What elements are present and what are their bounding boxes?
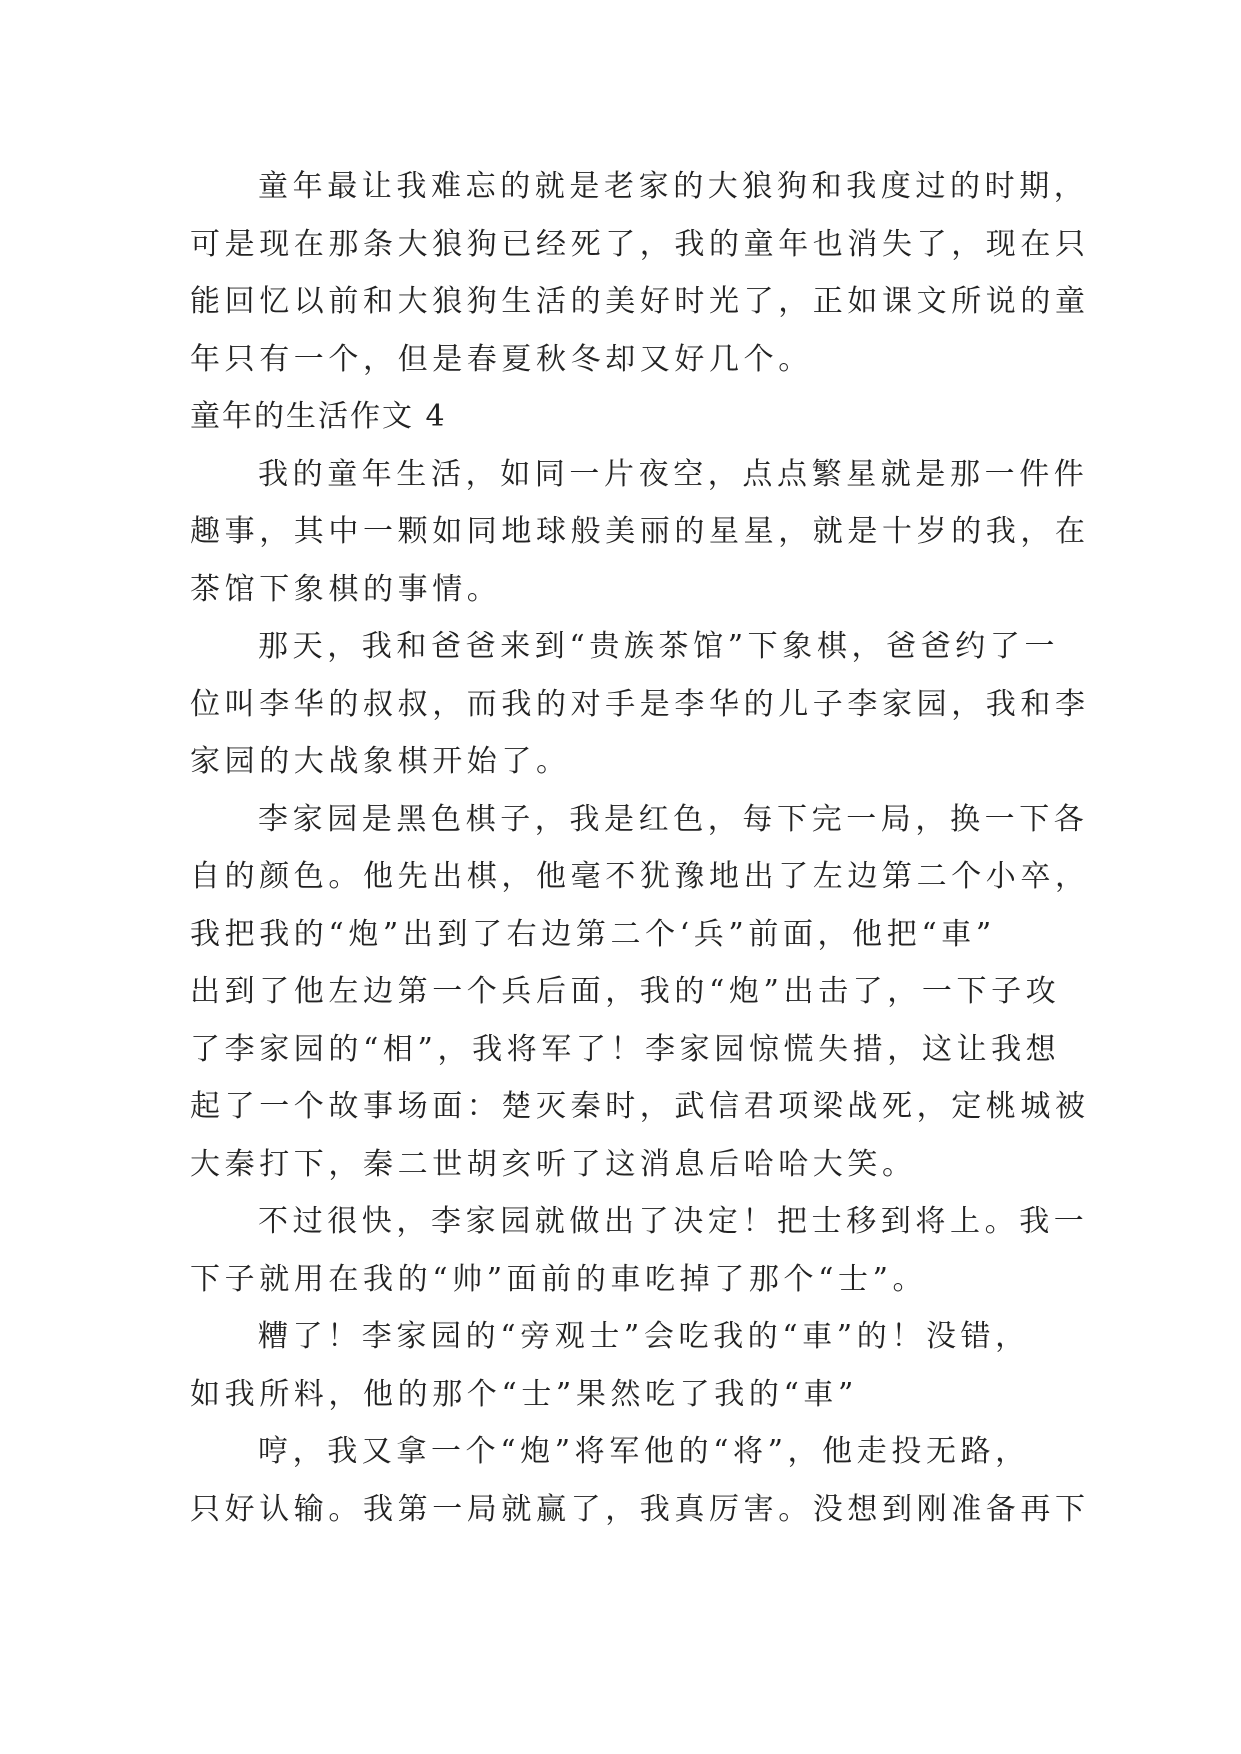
text-line: 李家园是黑色棋子，我是红色，每下完一局，换一下各 [258, 801, 1089, 837]
text-line: 童年最让我难忘的就是老家的大狼狗和我度过的时期， [258, 169, 1089, 204]
section-title: 童年的生活作文 4 [190, 399, 447, 434]
text-line: 自的颜色。他先出棋，他毫不犹豫地出了左边第二个小卒， [190, 859, 1090, 894]
paragraph [190, 791, 1090, 1194]
paragraph [190, 1193, 1089, 1308]
text-line: 我把我的“炮”出到了右边第二个‘兵”前面，他把“車” [190, 916, 996, 952]
text-line: 家园的大战象棋开始了。 [190, 744, 571, 779]
paragraph [190, 1423, 1090, 1538]
paragraph-intro [190, 158, 1090, 388]
text-line: 不过很快，李家园就做出了决定！把士移到将上。我一 [258, 1204, 1089, 1239]
text-line: 下子就用在我的“帅”面前的車吃掉了那个“士”。 [190, 1261, 928, 1297]
text-line: 大秦打下，秦二世胡亥听了这消息后哈哈大笑。 [190, 1146, 917, 1182]
paragraph [190, 1308, 1056, 1423]
text-line: 可是现在那条大狼狗已经死了，我的童年也消失了，现在只 [190, 226, 1090, 262]
text-line: 位叫李华的叔叔，而我的对手是李华的儿子李家园，我和李 [190, 686, 1090, 722]
paragraph [190, 446, 1090, 619]
text-line: 只好认输。我第一局就赢了，我真厉害。没想到刚准备再下 [190, 1491, 1090, 1527]
text-line: 茶馆下象棋的事情。 [190, 571, 502, 607]
text-line: 哼，我又拿一个“炮”将军他的“将”，他走投无路， [258, 1434, 1030, 1469]
paragraph [190, 618, 1090, 791]
text-line: 起了一个故事场面：楚灭秦时，武信君项梁战死，定桃城被 [190, 1089, 1090, 1124]
document-body [190, 158, 1090, 1538]
text-line: 如我所料，他的那个“士”果然吃了我的“車” [190, 1376, 858, 1412]
text-line: 出到了他左边第一个兵后面，我的“炮”出击了，一下子攻 [190, 974, 1061, 1009]
text-line: 能回忆以前和大狼狗生活的美好时光了，正如课文所说的童 [190, 284, 1090, 319]
text-line: 糟了！李家园的“旁观士”会吃我的“車”的！没错， [258, 1319, 1030, 1354]
text-line: 那天，我和爸爸来到“贵族茶馆”下象棋，爸爸约了一 [258, 629, 1060, 664]
text-line: 趣事，其中一颗如同地球般美丽的星星，就是十岁的我，在 [190, 514, 1090, 549]
text-line: 年只有一个，但是春夏秋冬却又好几个。 [190, 341, 813, 377]
text-line: 我的童年生活，如同一片夜空，点点繁星就是那一件件 [258, 456, 1089, 492]
text-line: 了李家园的“相”，我将军了！李家园惊慌失措，这让我想 [190, 1031, 1061, 1067]
